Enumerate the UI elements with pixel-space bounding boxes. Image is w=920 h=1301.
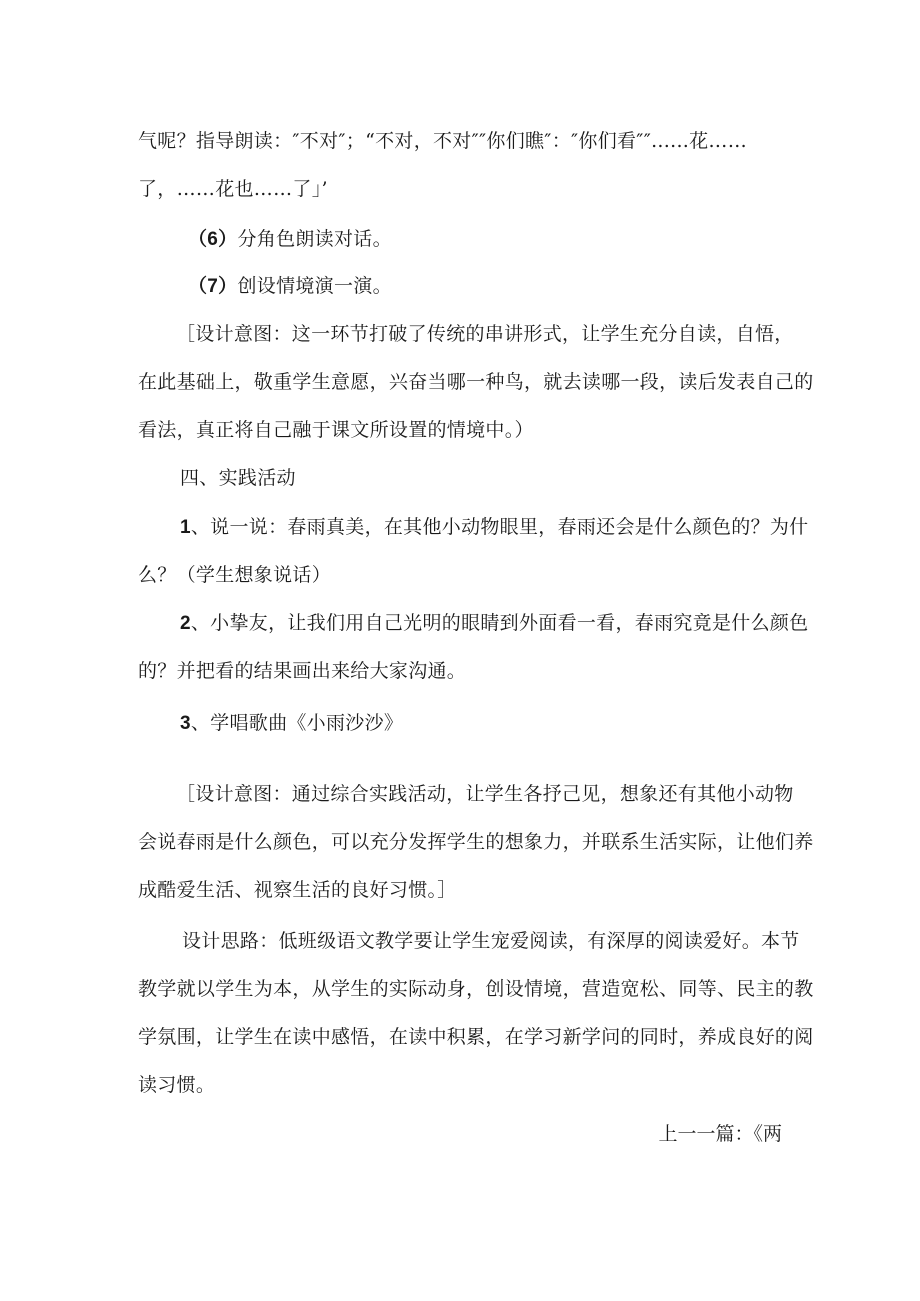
- design-intent-paragraph: ［设计意图：这一环节打破了传统的串讲形式，让学生充分自读，自悟，: [176, 323, 794, 345]
- paragraph-line: 了，……花也……了」’: [138, 178, 328, 200]
- item-number: （6）: [188, 229, 238, 250]
- paragraph-line: 么？（学生想象说话）: [138, 564, 332, 586]
- item-number: 3: [180, 713, 191, 734]
- list-item-7: （7）创设情境演一演。: [188, 275, 392, 297]
- activity-item-1: 1、说一说：春雨真美，在其他小动物眼里，春雨还会是什么颜色的？为什: [180, 516, 809, 538]
- paragraph-line: 成酷爱生活、视察生活的良好习惯。］: [138, 879, 457, 901]
- paragraph-line: 读习惯。: [138, 1074, 216, 1096]
- paragraph-line: 看法，真正将自己融于课文所设置的情境中。）: [138, 419, 534, 441]
- item-number: 1: [180, 517, 191, 538]
- paragraph-line: 学氛围，让学生在读中感悟，在读中积累，在学习新学问的同时，养成良好的阅: [138, 1026, 814, 1048]
- paragraph-line: 教学就以学生为本，从学生的实际动身，创设情境，营造宽松、同等、民主的教: [138, 978, 814, 1000]
- design-intent-paragraph: ［设计意图：通过综合实践活动，让学生各抒己见，想象还有其他小动物: [176, 783, 794, 805]
- paragraph-line: 的？并把看的结果画出来给大家沟通。: [138, 660, 467, 682]
- section-heading: 四、实践活动: [180, 467, 296, 489]
- previous-article-link[interactable]: 上一一篇：《两: [658, 1123, 782, 1145]
- item-number: 2: [180, 613, 191, 634]
- paragraph-line: 会说春雨是什么颜色，可以充分发挥学生的想象力，并联系生活实际，让他们养: [138, 831, 814, 853]
- list-item-6: （6）分角色朗读对话。: [188, 228, 392, 250]
- activity-item-2: 2、小挚友，让我们用自己光明的眼睛到外面看一看，春雨究竟是什么颜色: [180, 612, 809, 634]
- activity-item-3: 3、学唱歌曲《小雨沙沙》: [180, 712, 404, 734]
- item-number: （7）: [188, 276, 238, 297]
- paragraph-line: 在此基础上，敬重学生意愿，兴奋当哪一种鸟，就去读哪一段，读后发表自己的: [138, 371, 814, 393]
- paragraph-line: 气呢？指导朗读：″不对″；“不对，不对″″你们瞧″：″你们看″″......花……: [138, 130, 748, 152]
- design-thinking-paragraph: 设计思路：低班级语文教学要让学生宠爱阅读，有深厚的阅读爱好。本节: [182, 930, 800, 952]
